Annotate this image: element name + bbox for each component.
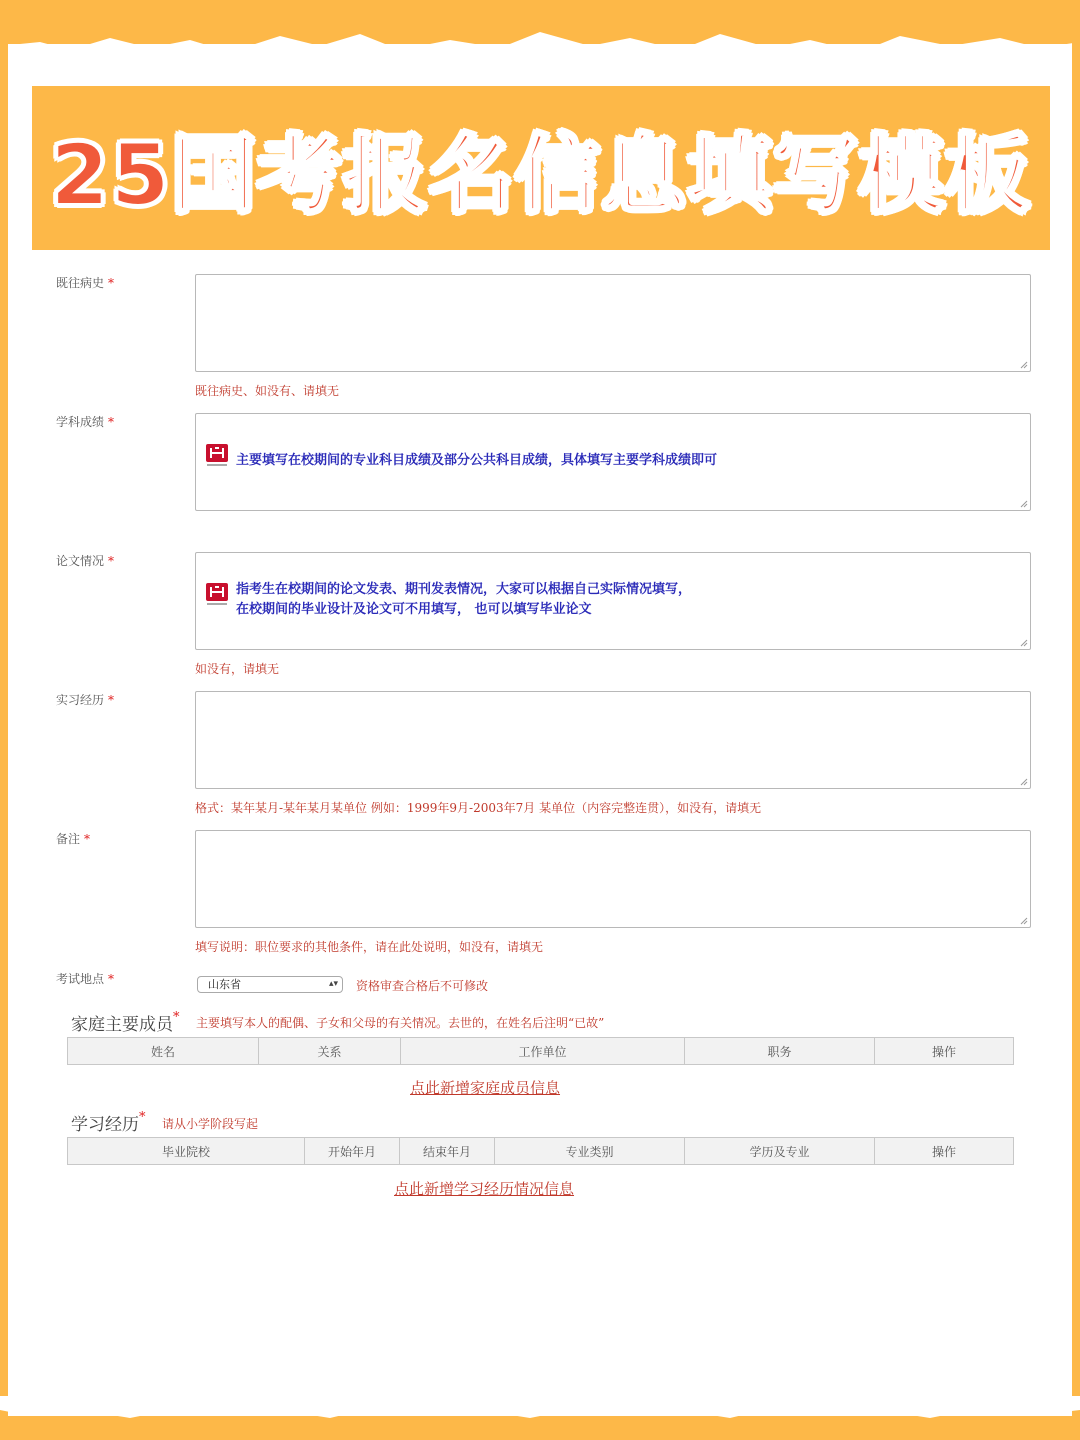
internship-textarea[interactable] [195, 691, 1031, 789]
grades-content: 主要填写在校期间的专业科目成绩及部分公共科目成绩，具体填写主要学科成绩即可 [236, 453, 718, 468]
table-header-row [68, 1138, 1014, 1165]
family-section-title: 家庭主要成员* [71, 1010, 180, 1035]
column-header: 专业类别 [495, 1138, 685, 1165]
exam-location-select[interactable] [197, 976, 343, 993]
table-header-row [68, 1038, 1014, 1065]
column-header: 毕业院校 [68, 1138, 305, 1165]
torn-paper-edge-bottom [0, 1396, 1080, 1426]
field-hint: 既往病史、如没有、请填无 [195, 384, 340, 398]
left-frame [0, 0, 8, 1440]
title-banner [32, 86, 1050, 250]
column-header: 学历及专业 [685, 1138, 875, 1165]
family-section-hint: 主要填写本人的配偶、子女和父母的有关情况。去世的，在姓名后注明“已故” [196, 1016, 605, 1030]
column-header: 开始年月 [305, 1138, 400, 1165]
field-hint: 格式：某年某月-某年某月某单位 例如：1999年9月-2003年7月 某单位（内容完整连贯），如没有，请填无 [195, 801, 762, 815]
field-label: 既往病史 * [56, 276, 115, 290]
logo-icon [205, 582, 229, 608]
column-header: 姓名 [68, 1038, 259, 1065]
field-label: 学科成绩 * [56, 415, 115, 429]
column-header: 工作单位 [401, 1038, 685, 1065]
column-header: 结束年月 [400, 1138, 495, 1165]
field-hint: 如没有，请填无 [195, 662, 280, 676]
add-education-link[interactable]: 点此新增学习经历情况信息 [394, 1180, 575, 1198]
education-section-hint: 请从小学阶段写起 [162, 1117, 259, 1131]
resize-grip-icon[interactable] [1020, 500, 1028, 508]
updown-arrow-icon: ▴▾ [328, 979, 338, 989]
history-textarea[interactable] [195, 274, 1031, 372]
resize-grip-icon[interactable] [1020, 361, 1028, 369]
resize-grip-icon[interactable] [1020, 639, 1028, 647]
field-hint: 资格审查合格后不可修改 [356, 979, 489, 993]
column-header: 操作 [875, 1038, 1014, 1065]
field-hint: 填写说明：职位要求的其他条件，请在此处说明，如没有，请填无 [195, 940, 544, 954]
column-header: 职务 [685, 1038, 875, 1065]
field-label: 备注 * [56, 832, 91, 846]
field-label: 论文情况 * [56, 554, 115, 568]
right-frame [1072, 0, 1080, 1440]
education-table [67, 1137, 1014, 1165]
remarks-textarea[interactable] [195, 830, 1031, 928]
page-title: 25国考报名信息填写模板 [50, 125, 1032, 224]
thesis-content-line-1: 指考生在校期间的论文发表、期刊发表情况，大家可以根据自己实际情况填写， [236, 582, 692, 597]
column-header: 操作 [875, 1138, 1014, 1165]
family-table [67, 1037, 1014, 1065]
field-label: 实习经历 * [56, 693, 115, 707]
logo-icon [205, 443, 229, 469]
education-section-title: 学习经历* [71, 1110, 146, 1135]
add-family-member-link[interactable]: 点此新增家庭成员信息 [410, 1079, 561, 1097]
resize-grip-icon[interactable] [1020, 778, 1028, 786]
column-header: 关系 [259, 1038, 401, 1065]
field-label: 考试地点 * [56, 972, 115, 986]
resize-grip-icon[interactable] [1020, 917, 1028, 925]
select-value: 山东省 [208, 978, 241, 991]
torn-paper-edge-top [0, 20, 1080, 70]
thesis-content-line-2: 在校期间的毕业设计及论文可不用填写， 也可以填写毕业论文 [236, 602, 592, 617]
